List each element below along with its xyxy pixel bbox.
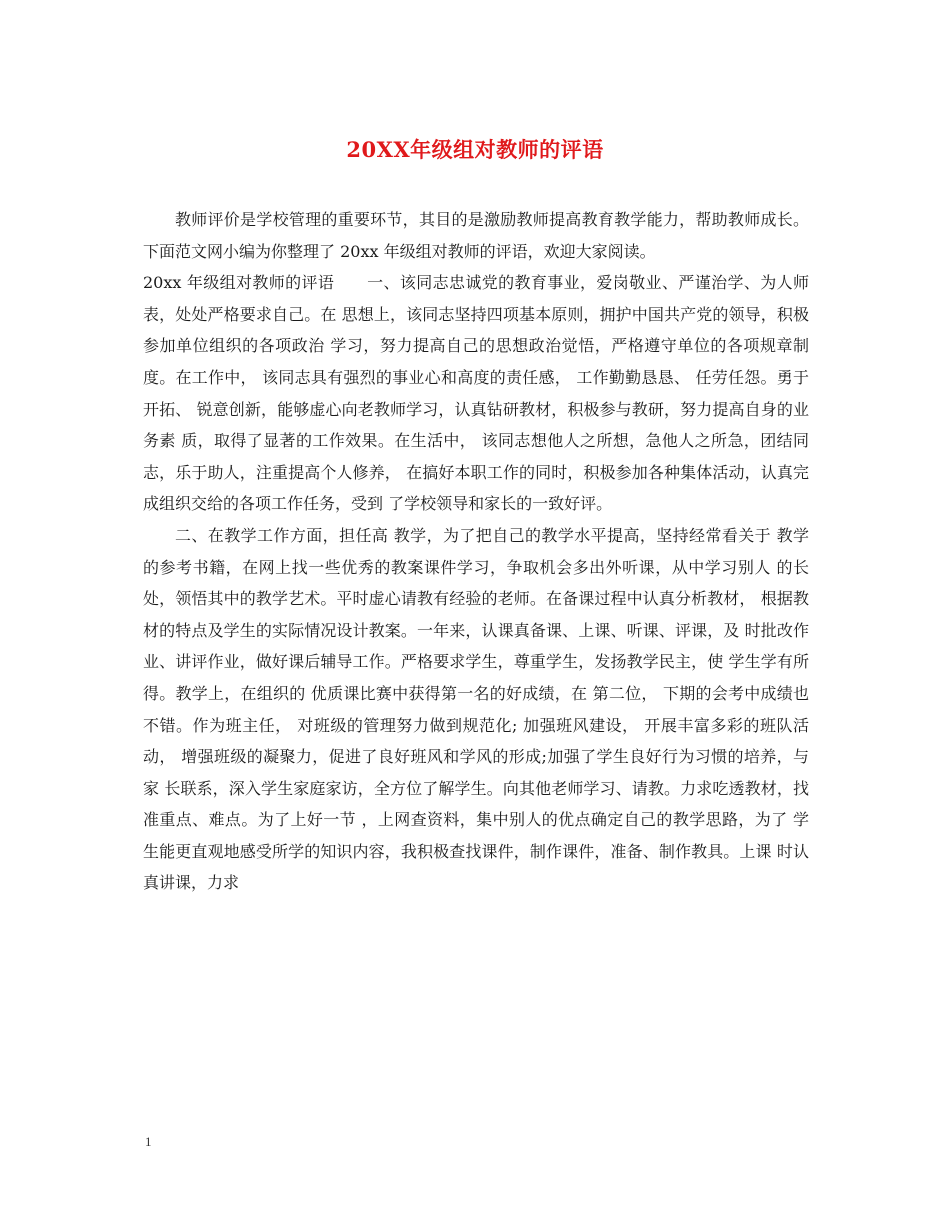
document-body bbox=[143, 204, 809, 899]
comment-paragraph-1: 20xx 年级组对教师的评语 一、该同志忠诚党的教育事业，爱岗敬业、严谨治学、为人师表，处处严格要求自己。在 思想上，该同志坚持四项基本原则，拥护中国共产党的领导，积极参加单位组织的各项政治 学习，努力提高自己的思想政治觉悟，严格遵守单位的各项规章制度。在工作中， 该同志具有强烈的事业心和高度的责任感， 工作勤勤恳恳、 任劳任怨。勇于开拓、 锐意创新，能够虚心向老教师学习，认真钻研教材，积极参与教研，努力提高自身的业务素 质，取得了显著的工作效果。在生活中， 该同志想他人之所想，急他人之所急，团结同志，乐于助人，注重提高个人修养， 在搞好本职工作的同时，积极参加各种集体活动，认真完成组织交给的各项工作任务，受到 了学校领导和家长的一致好评。 bbox=[143, 273, 809, 514]
page-number: 1 bbox=[145, 1134, 152, 1149]
intro-paragraph: 教师评价是学校管理的重要环节，其目的是激励教师提高教育教学能力，帮助教师成长。下面范文网小编为你整理了 20xx 年级组对教师的评语，欢迎大家阅读。 bbox=[143, 210, 809, 261]
document-title: 20XX年级组对教师的评语 bbox=[346, 137, 604, 162]
comment-paragraph-2: 二、在教学工作方面，担任高 教学，为了把自己的教学水平提高，坚持经常看关于 教学的参考书籍，在网上找一些优秀的教案课件学习，争取机会多出外听课，从中学习别人 的长处，领悟其中的教学艺术。平时虚心请教有经验的老师。在备课过程中认真分析教材， 根据教材的特点及学生的实际情况设计教案。一年来，认课真备课、上课、听课、评课，及 时批改作业、讲评作业，做好课后辅导工作。严格要求学生，尊重学生，发扬教学民主，使 学生学有所得。教学上，在组织的 优质课比赛中获得第一名的好成绩，在 第二位， 下期的会考中成绩也不错。作为班主任， 对班级的管理努力做到规范化; 加强班风建设， 开展丰富多彩的班队活动， 增强班级的凝聚力，促进了良好班风和学风的形成;加强了学生良好行为习惯的培养，与家 长联系，深入学生家庭家访，全方位了解学生。向其他老师学习、请教。力求吃透教材，找 准重点、难点。为了上好一节 ，上网查资料，集中别人的优点确定自己的教学思路，为了 学生能更直观地感受所学的知识内容，我积极查找课件，制作课件，准备、制作教具。上课 时认真讲课，力求 bbox=[143, 525, 809, 893]
